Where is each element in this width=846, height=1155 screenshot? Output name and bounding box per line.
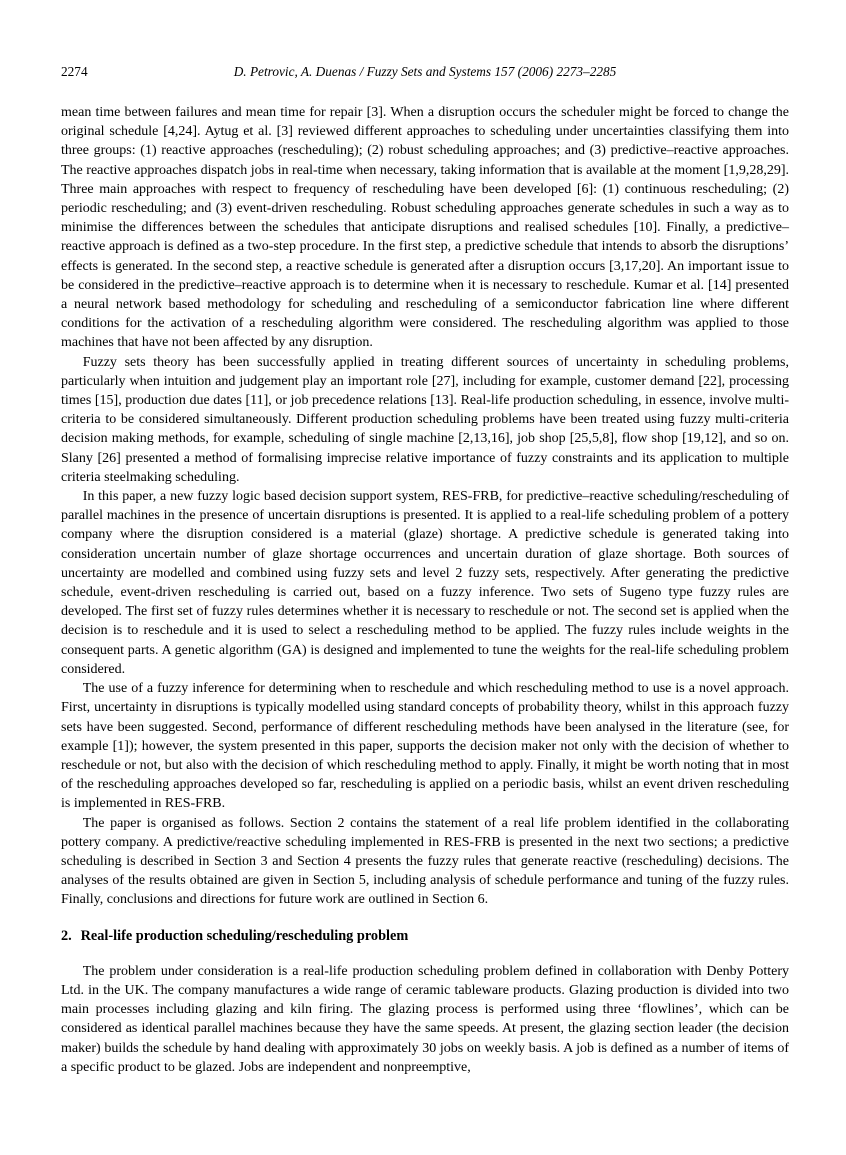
intro-paragraph-3: In this paper, a new fuzzy logic based decision support system, RES-FRB, for predictive–reactive scheduling/rescheduling of parallel machines in the presence of uncertain disruptions is presented. It is applied to a real-life scheduling problem of a pottery company where the disruption considered is a material (glaze) shortage. A predictive schedule is generated taking into consideration uncertain number of glaze shortage occurrences and uncertain duration of glaze shortage. Both sources of uncertainty are modelled and combined using fuzzy sets and level 2 fuzzy sets, respectively. After generating the predictive schedule, event-driven rescheduling is carried out, based on a fuzzy inference. Two sets of Sugeno type fuzzy rules are developed. The first set of fuzzy rules determines whether it is necessary to reschedule or not. The second set is applied when the decision is to reschedule and it is used to select a rescheduling method to be applied. The fuzzy rules include weights in the consequent parts. A genetic algorithm (GA) is designed and implemented to tune the weights for the real-life scheduling problem considered.: [61, 489, 789, 677]
intro-paragraph-1: mean time between failures and mean time for repair [3]. When a disruption occurs the scheduler might be forced to change the original schedule [4,24]. Aytug et al. [3] reviewed different approaches to scheduling under uncertainties classifying them into three groups: (1) reactive approaches (rescheduling); (2) robust scheduling approaches; and (3) predictive–reactive approaches. The reactive approaches dispatch jobs in real-time when necessary, taking information that is available at the moment [1,9,28,29]. Three main approaches with respect to frequency of rescheduling have been developed [6]: (1) continuous rescheduling; (2) periodic rescheduling; and (3) event-driven rescheduling. Robust scheduling approaches generate schedules in such a way as to minimise the differences between the schedules that anticipate disruptions and realised schedules [10]. Finally, a predictive–reactive approach is defined as a two-step procedure. In the first step, a predictive schedule that intends to absorb the disruptions’ effects is generated. In the second step, a reactive schedule is generated after a disruption occurs [3,17,20]. An important issue to be considered in the predictive–reactive approach is to determine when it is necessary to reschedule. Kumar et al. [14] presented a neural network based methodology for scheduling and rescheduling of a semiconductor fabrication line where different conditions for the activation of a rescheduling algorithm were considered. The rescheduling algorithm was applied to those machines that have not been affected by any disruption.: [61, 105, 789, 351]
section-2-title: Real-life production scheduling/rescheduling problem: [80, 927, 409, 944]
section-2-number: 2.: [61, 927, 72, 944]
intro-paragraph-4: The use of a fuzzy inference for determining when to reschedule and which rescheduling method to use is a novel approach. First, uncertainty in disruptions is typically modelled using standard concepts of probability theory, whilst in this approach fuzzy sets have been suggested. Second, performance of different rescheduling methods have been analysed in the literature (see, for example [1]); however, the system presented in this paper, supports the decision maker not only with the decision of whether to reschedule or not, but also with the decision of which rescheduling method to apply. Finally, it might be worth noting that in most of the rescheduling approaches developed so far, rescheduling is applied on a periodic basis, whilst an event driven rescheduling is implemented in RES-FRB.: [61, 681, 789, 812]
intro-paragraph-2: Fuzzy sets theory has been successfully applied in treating different sources of uncertainty in scheduling problems, particularly when intuition and judgement play an important role [27], including for example, customer demand [22], processing times [15], production due dates [11], or job precedence relations [13]. Real-life production scheduling, in essence, involve multi-criteria to be considered simultaneously. Different production scheduling problems have been treated using fuzzy multi-criteria decision making methods, for example, scheduling of single machine [2,13,16], job shop [25,5,8], flow shop [19,12], and so on. Slany [26] presented a method of formalising imprecise relative importance of fuzzy constraints and its application to multiple criteria steelmaking scheduling.: [61, 354, 789, 485]
page-number: 2274: [61, 64, 88, 79]
section-2-paragraph-1: The problem under consideration is a real-life production scheduling problem defined in collaboration with Denby Pottery Ltd. in the UK. The company manufactures a wide range of ceramic tableware products. Glazing production is divided into two main processes including glazing and kiln firing. The glazing process is performed using three ‘flowlines’, which can be considered as identical parallel machines because they have the same speeds. At present, the glazing section leader (the decision maker) builds the schedule by hand dealing with approximately 30 jobs on weekly basis. A job is defined as a number of items of a specific product to be glazed. Jobs are independent and nonpreemptive,: [61, 963, 789, 1075]
page-header: [61, 63, 789, 80]
running-title: D. Petrovic, A. Duenas / Fuzzy Sets and Systems 157 (2006) 2273–2285: [233, 64, 617, 79]
page-body: [61, 103, 789, 1077]
intro-paragraph-5: The paper is organised as follows. Section 2 contains the statement of a real life problem identified in the collaborating pottery company. A predictive/reactive scheduling implemented in RES-FRB is presented in the next two sections; a predictive scheduling is described in Section 3 and Section 4 presents the fuzzy rules that generate reactive (rescheduling) decisions. The analyses of the results obtained are given in Section 5, including analysis of schedule performance and tuning of the fuzzy rules. Finally, conclusions and directions for future work are outlined in Section 6.: [61, 815, 789, 908]
section-2-heading: [61, 927, 789, 946]
